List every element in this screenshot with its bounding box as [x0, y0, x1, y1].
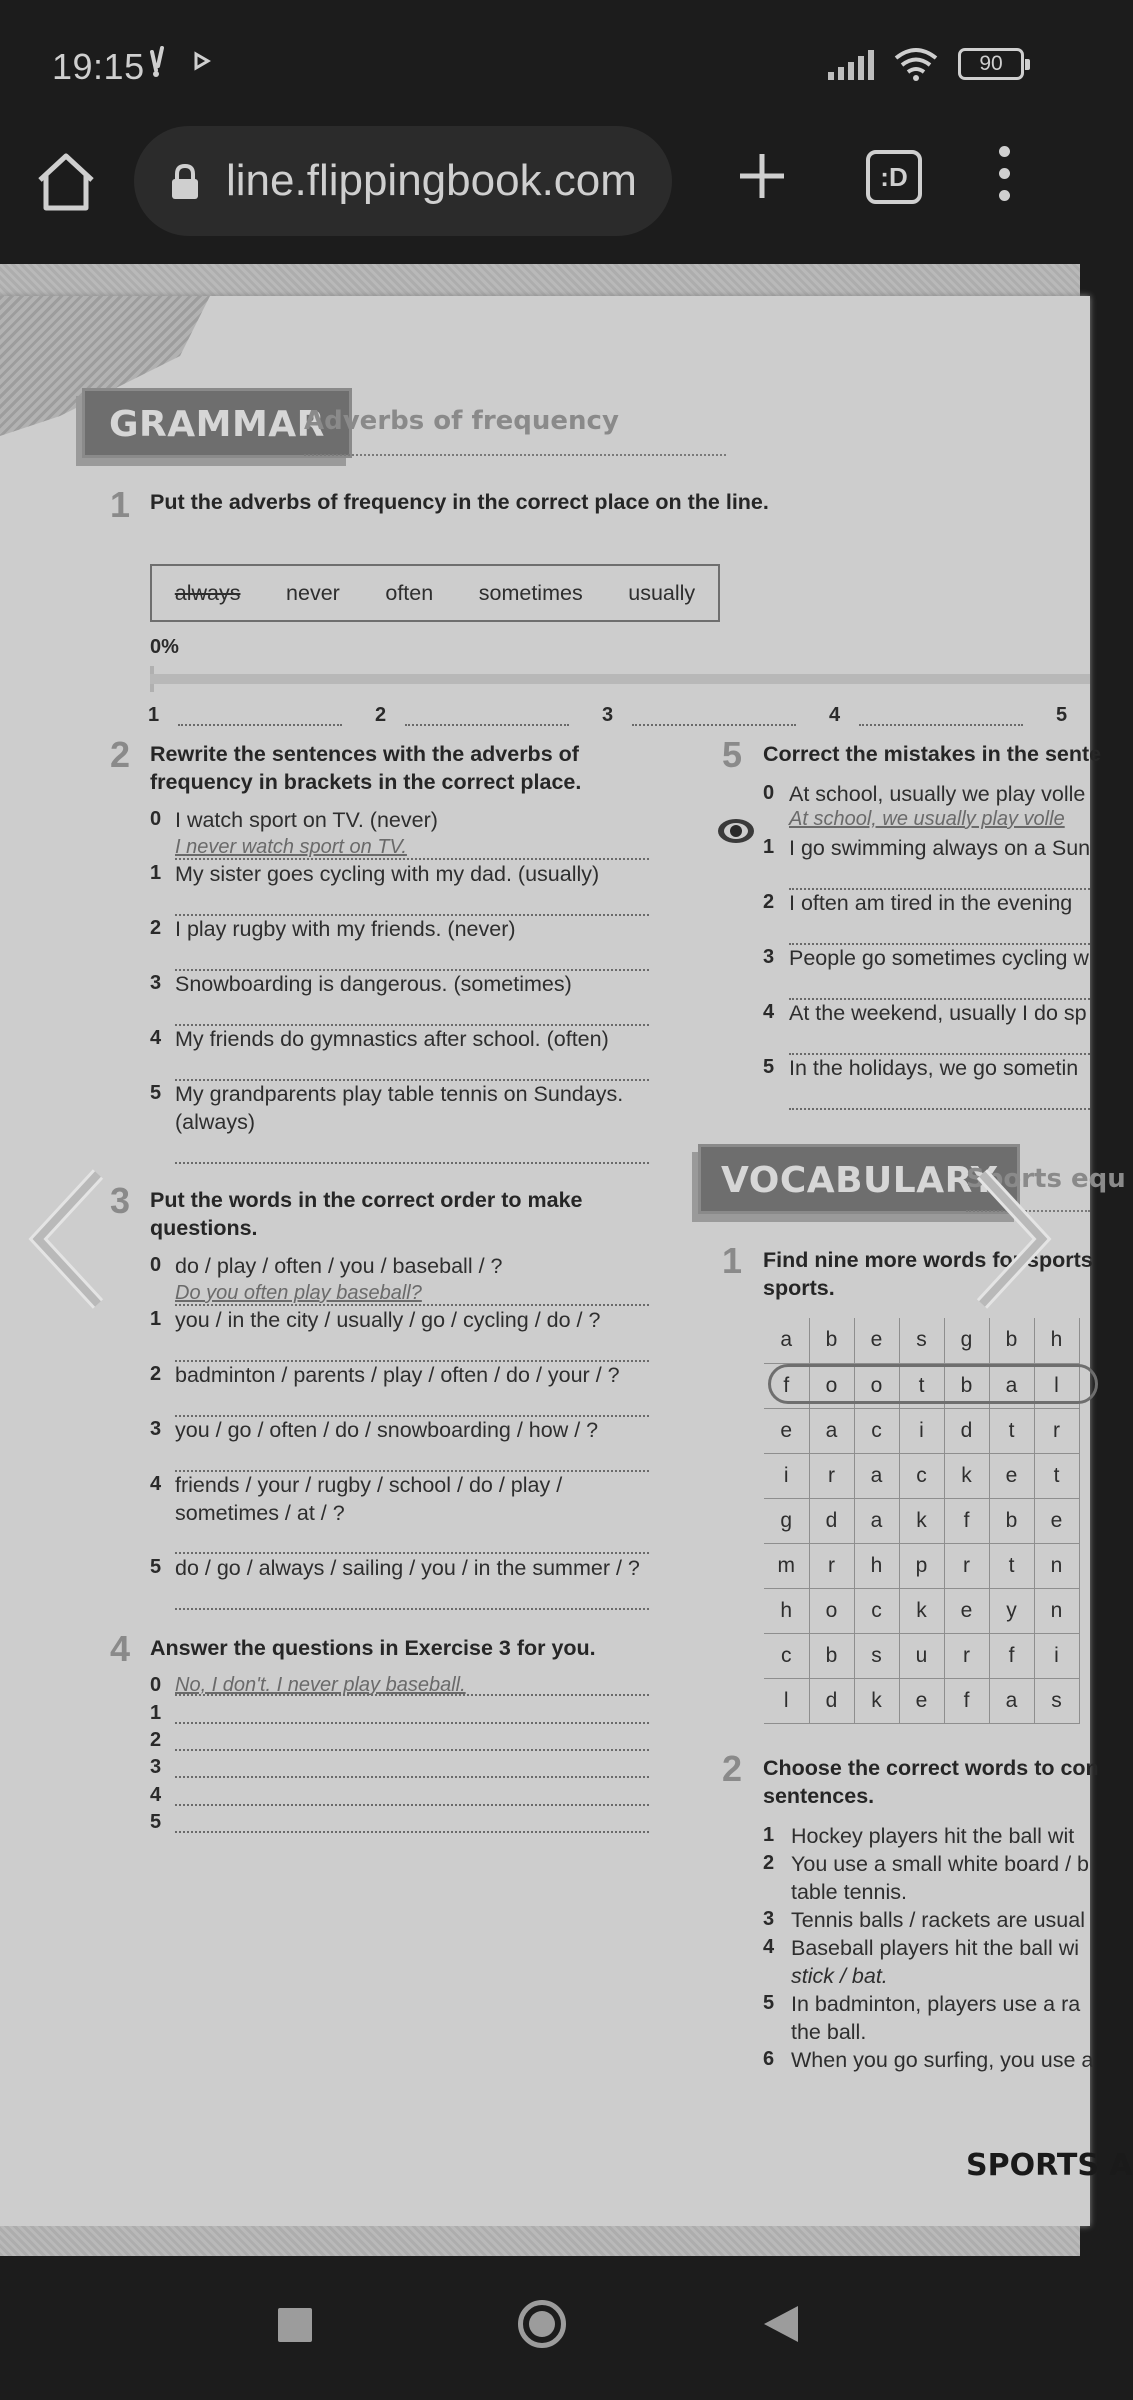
item-text-cont: (always): [175, 1110, 256, 1134]
grid-cell[interactable]: b: [944, 1363, 989, 1408]
item-text: My friends do gymnastics after school. (often): [175, 1027, 609, 1051]
notification-icon: [146, 44, 216, 78]
item-number: 2: [150, 917, 162, 939]
item-text: I play rugby with my friends. (never): [175, 917, 516, 941]
grid-cell[interactable]: a: [989, 1363, 1034, 1408]
recent-apps-icon[interactable]: [278, 2308, 312, 2342]
exercise-number: 2: [110, 734, 131, 775]
vocabulary-subtitle: Sports equ: [966, 1164, 1126, 1194]
item-number: 4: [150, 1473, 162, 1495]
word-box: [150, 564, 720, 622]
answer-line[interactable]: [175, 1749, 649, 1751]
battery-icon: 90: [958, 48, 1024, 80]
grid-cell[interactable]: k: [899, 1498, 944, 1543]
item-number: 0: [150, 808, 162, 830]
grid-cell[interactable]: d: [944, 1408, 989, 1453]
answer-line[interactable]: [859, 724, 1023, 726]
example-answer: Do you often play baseball?: [175, 1282, 422, 1304]
exercise-title-line1: Rewrite the sentences with the adverbs of: [150, 742, 579, 766]
eye-icon[interactable]: [716, 816, 756, 846]
grid-cell[interactable]: g: [944, 1318, 989, 1363]
exercise-title: Correct the mistakes in the sente: [763, 742, 1102, 766]
slot-number: 2: [375, 704, 387, 726]
item-number: 2: [150, 1729, 162, 1751]
grammar-subtitle: Adverbs of frequency: [304, 406, 619, 436]
grid-cell[interactable]: g: [764, 1498, 809, 1543]
item-text: My sister goes cycling with my dad. (usually): [175, 862, 600, 886]
exercise-title-line2: frequency in brackets in the correct place.: [150, 770, 582, 794]
grid-cell[interactable]: d: [809, 1498, 854, 1543]
grid-cell[interactable]: u: [899, 1633, 944, 1678]
grid-cell[interactable]: c: [854, 1408, 899, 1453]
grid-cell[interactable]: k: [854, 1678, 899, 1723]
item-text: badminton / parents / play / often / do / your / ?: [175, 1363, 620, 1387]
word-sometimes: sometimes: [478, 580, 583, 605]
item-text: you / go / often / do / snowboarding / how / ?: [175, 1418, 599, 1442]
item-number: 2: [150, 1363, 162, 1385]
viewer-background-top: [0, 264, 1080, 296]
home-icon[interactable]: [32, 148, 100, 216]
item-text: At school, usually we play volle: [789, 782, 1086, 806]
status-bar: [0, 0, 1080, 126]
item-number: 3: [150, 972, 162, 994]
grid-cell[interactable]: f: [764, 1363, 809, 1408]
item-text: Tennis balls / rackets are usual: [791, 1908, 1085, 1932]
item-text: In badminton, players use a ra: [791, 1992, 1081, 2016]
vocabulary-banner: VOCABULARY: [698, 1144, 1020, 1214]
exercise-title-line1: Choose the correct words to con: [763, 1756, 1099, 1780]
notification-icons: [146, 44, 216, 86]
item-text: People go sometimes cycling w: [789, 946, 1089, 970]
grid-cell[interactable]: e: [1034, 1498, 1079, 1543]
url-text: line.flippingbook.com: [226, 156, 637, 205]
grid-cell[interactable]: r: [809, 1453, 854, 1498]
circled-word-marker: [768, 1364, 1098, 1404]
answer-line[interactable]: [175, 1804, 649, 1806]
item-text: My grandparents play table tennis on Sundays.: [175, 1082, 624, 1106]
grid-cell[interactable]: a: [809, 1408, 854, 1453]
slot-number: 3: [602, 704, 614, 726]
word-always: always: [174, 580, 241, 605]
grid-cell[interactable]: b: [809, 1318, 854, 1363]
subtitle-underline: [304, 454, 726, 456]
exercise-title-line1: Find nine more words for sports: [763, 1248, 1093, 1272]
grid-cell[interactable]: s: [1034, 1678, 1079, 1723]
item-text-cont: the ball.: [791, 2020, 867, 2044]
grid-cell[interactable]: e: [899, 1678, 944, 1723]
item-text: At the weekend, usually I do sp: [789, 1001, 1087, 1025]
exercise-title-line2: questions.: [150, 1216, 258, 1240]
grid-cell[interactable]: t: [989, 1408, 1034, 1453]
lock-icon: [170, 164, 200, 200]
exercise-number: 1: [722, 1240, 743, 1281]
item-number: 3: [150, 1418, 162, 1440]
grid-cell[interactable]: f: [944, 1678, 989, 1723]
answer-line[interactable]: [175, 1608, 649, 1610]
item-number: 4: [763, 1001, 775, 1023]
slot-number: 4: [829, 704, 841, 726]
status-time: 19:15: [52, 46, 145, 87]
page-footer-section: SPORTS A: [966, 2148, 1133, 2183]
item-text: do / play / often / you / baseball / ?: [175, 1254, 503, 1278]
address-bar[interactable]: [134, 126, 672, 236]
grid-cell[interactable]: e: [944, 1588, 989, 1633]
word-often: often: [385, 580, 434, 605]
grid-cell[interactable]: s: [899, 1318, 944, 1363]
grid-cell[interactable]: o: [809, 1363, 854, 1408]
system-navigation-bar: [0, 2270, 1080, 2400]
grid-cell[interactable]: i: [764, 1453, 809, 1498]
answer-line[interactable]: [789, 1108, 1090, 1110]
wifi-icon: [892, 46, 940, 82]
grid-cell[interactable]: t: [899, 1363, 944, 1408]
item-text: do / go / always / sailing / you / in the summer / ?: [175, 1556, 640, 1580]
item-number: 4: [150, 1027, 162, 1049]
grid-cell[interactable]: b: [989, 1498, 1034, 1543]
grid-cell[interactable]: b: [809, 1633, 854, 1678]
grid-cell[interactable]: d: [809, 1678, 854, 1723]
tab-switcher-button[interactable]: :D: [866, 150, 922, 204]
home-nav-icon[interactable]: [518, 2300, 566, 2348]
back-icon[interactable]: [764, 2306, 798, 2342]
answer-line[interactable]: [175, 1694, 649, 1696]
item-number: 6: [763, 2048, 775, 2070]
item-text: you / in the city / usually / go / cycling / do / ?: [175, 1308, 601, 1332]
example-answer: At school, we usually play volle: [789, 808, 1065, 830]
grid-cell[interactable]: e: [989, 1453, 1034, 1498]
grid-cell[interactable]: t: [989, 1543, 1034, 1588]
item-text: I go swimming always on a Sun: [789, 836, 1091, 860]
exercise-title: Answer the questions in Exercise 3 for you.: [150, 1636, 596, 1660]
book-page[interactable]: [0, 296, 1133, 2226]
grid-cell[interactable]: h: [854, 1543, 899, 1588]
flipbook-viewer[interactable]: [0, 264, 1133, 2234]
grid-cell[interactable]: r: [944, 1633, 989, 1678]
grid-cell[interactable]: m: [764, 1543, 809, 1588]
grid-cell[interactable]: f: [944, 1498, 989, 1543]
item-number: 5: [150, 1811, 162, 1833]
item-number: 5: [763, 1056, 775, 1078]
item-number: 0: [150, 1674, 162, 1696]
item-number: 1: [763, 1824, 775, 1846]
grid-cell[interactable]: t: [1034, 1453, 1079, 1498]
item-text: Snowboarding is dangerous. (sometimes): [175, 972, 572, 996]
item-number: 5: [150, 1082, 162, 1104]
next-page-arrow-icon[interactable]: [968, 1164, 1058, 1314]
grid-cell[interactable]: p: [899, 1543, 944, 1588]
grid-cell[interactable]: a: [989, 1678, 1034, 1723]
grid-cell[interactable]: h: [764, 1588, 809, 1633]
grid-cell[interactable]: b: [989, 1318, 1034, 1363]
item-text-cont: sometimes / at / ?: [175, 1501, 345, 1525]
item-number: 2: [763, 1852, 775, 1874]
item-number: 0: [150, 1254, 162, 1276]
item-text: When you go surfing, you use a: [791, 2048, 1094, 2072]
grid-cell[interactable]: a: [854, 1498, 899, 1543]
word-usually: usually: [628, 580, 696, 605]
item-text: friends / your / rugby / school / do / play /: [175, 1473, 563, 1497]
grammar-banner: GRAMMAR: [82, 388, 352, 458]
item-text-cont: table tennis.: [791, 1880, 907, 1904]
grid-cell[interactable]: l: [1034, 1363, 1079, 1408]
item-number: 2: [763, 891, 775, 913]
item-text-cont: stick / bat.: [791, 1964, 888, 1988]
exercise-title-line2: sentences.: [763, 1784, 875, 1808]
answer-line[interactable]: [175, 1831, 649, 1833]
grid-cell[interactable]: i: [1034, 1633, 1079, 1678]
answer-line[interactable]: [178, 724, 342, 726]
previous-page-arrow-icon[interactable]: [22, 1164, 112, 1314]
item-number: 3: [763, 946, 775, 968]
grid-cell[interactable]: e: [854, 1318, 899, 1363]
grid-cell[interactable]: c: [764, 1633, 809, 1678]
grid-cell[interactable]: o: [854, 1363, 899, 1408]
example-answer: No, I don't. I never play baseball.: [175, 1674, 466, 1696]
word-never: never: [286, 580, 340, 605]
grid-cell[interactable]: f: [989, 1633, 1034, 1678]
item-number: 5: [763, 1992, 775, 2014]
grid-cell[interactable]: k: [899, 1588, 944, 1633]
item-text: Baseball players hit the ball wi: [791, 1936, 1080, 1960]
item-text: You use a small white board / b: [791, 1852, 1089, 1876]
new-tab-icon[interactable]: [732, 146, 792, 206]
grid-cell[interactable]: i: [899, 1408, 944, 1453]
signal-icon: [828, 48, 874, 80]
item-number: 1: [150, 1702, 162, 1724]
grid-cell[interactable]: h: [1034, 1318, 1079, 1363]
exercise-number: 3: [110, 1180, 131, 1221]
item-number: 1: [150, 862, 162, 884]
item-number: 1: [150, 1308, 162, 1330]
item-number: 0: [763, 782, 775, 804]
grid-cell[interactable]: l: [764, 1678, 809, 1723]
grid-cell[interactable]: a: [854, 1453, 899, 1498]
exercise-title-line2: sports.: [763, 1276, 835, 1300]
grid-cell[interactable]: r: [1034, 1408, 1079, 1453]
item-text: I often am tired in the evening: [789, 891, 1073, 915]
grid-cell[interactable]: c: [854, 1588, 899, 1633]
frequency-scale: [150, 674, 1090, 684]
exercise-number: 4: [110, 1628, 131, 1669]
grid-cell[interactable]: n: [1034, 1543, 1079, 1588]
slot-number: 1: [148, 704, 160, 726]
exercise-title-line1: Put the words in the correct order to make: [150, 1188, 583, 1212]
more-menu-icon[interactable]: [994, 146, 1014, 210]
viewer-background-bottom: [0, 2226, 1080, 2256]
answer-line[interactable]: [175, 1162, 649, 1164]
exercise-number: 5: [722, 734, 743, 775]
item-text: I watch sport on TV. (never): [175, 808, 438, 832]
item-number: 3: [150, 1756, 162, 1778]
status-indicators: [828, 46, 1024, 82]
slot-number: 5: [1056, 704, 1068, 726]
grid-cell[interactable]: y: [989, 1588, 1034, 1633]
grid-cell[interactable]: a: [764, 1318, 809, 1363]
grid-cell[interactable]: e: [764, 1408, 809, 1453]
item-number: 1: [763, 836, 775, 858]
answer-line[interactable]: [175, 1776, 649, 1778]
exercise-number: 1: [110, 484, 131, 525]
item-number: 4: [763, 1936, 775, 1958]
item-number: 3: [763, 1908, 775, 1930]
grid-cell[interactable]: o: [809, 1588, 854, 1633]
grid-cell[interactable]: n: [1034, 1588, 1079, 1633]
grid-cell[interactable]: r: [944, 1543, 989, 1588]
item-number: 5: [150, 1556, 162, 1578]
answer-line[interactable]: [405, 724, 569, 726]
example-answer: I never watch sport on TV.: [175, 836, 407, 858]
item-number: 4: [150, 1784, 162, 1806]
exercise-number: 2: [722, 1748, 743, 1789]
answer-line[interactable]: [175, 1722, 649, 1724]
grid-cell[interactable]: k: [944, 1453, 989, 1498]
answer-line[interactable]: [632, 724, 796, 726]
grid-cell[interactable]: s: [854, 1633, 899, 1678]
browser-toolbar: [0, 126, 1080, 260]
item-text: In the holidays, we go sometin: [789, 1056, 1079, 1080]
grid-cell[interactable]: c: [899, 1453, 944, 1498]
item-text: Hockey players hit the ball wit: [791, 1824, 1075, 1848]
scale-label: 0%: [150, 636, 179, 658]
grid-cell[interactable]: r: [809, 1543, 854, 1588]
exercise-title: Put the adverbs of frequency in the correct place on the line.: [150, 490, 769, 514]
